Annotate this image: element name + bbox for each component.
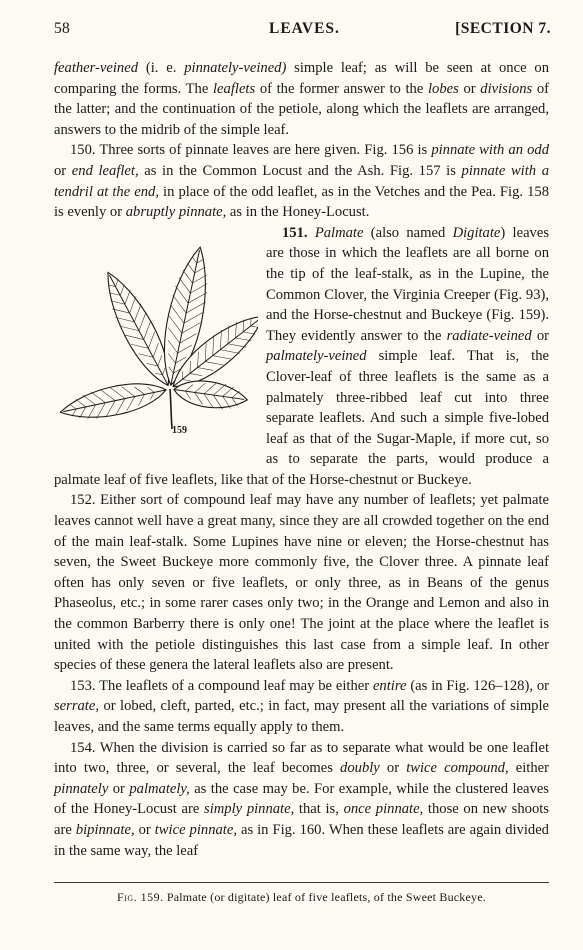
- text-run: or: [108, 780, 130, 797]
- term-italic: bipinnate,: [75, 821, 135, 838]
- text-run: as in Fig. 160. When these leaflets are again divided in the same way, the leaf: [54, 821, 549, 859]
- text-run: or lobed, cleft, parted, etc.; in fact, may present all the variations of simple leaves, and the same terms equally apply to them.: [54, 698, 549, 735]
- text-run: or: [458, 80, 481, 97]
- paragraph-153: [54, 676, 549, 738]
- paragraph-continued: [54, 58, 549, 140]
- text-run: (i. e.: [138, 60, 185, 76]
- text-run: or: [134, 821, 155, 838]
- text-run: The leaflets of a compound leaf may be either: [95, 677, 373, 694]
- term-italic: Digitate: [452, 224, 501, 241]
- term-italic: entire: [372, 677, 407, 694]
- running-header: [54, 20, 551, 42]
- term-italic: palmately-veined: [266, 348, 367, 365]
- footnote-rule: [54, 882, 549, 883]
- term-italic: end leaflet,: [71, 162, 139, 179]
- term-italic: abruptly pinnate,: [125, 204, 227, 221]
- term-italic: pinnate with a tendril at the end,: [54, 162, 550, 200]
- paragraph-152: [54, 490, 549, 675]
- text-run: of the latter; and the continuation of the petiole, along which the leaflets are arranged, answers to the midrib of the simple leaf.: [54, 80, 549, 138]
- leaflet: [57, 376, 169, 426]
- text-run: or: [531, 327, 549, 344]
- caption-figure-number: Fig. 159.: [117, 890, 164, 904]
- text-run: simple leaf; as will be seen at once on comparing the forms. The: [54, 60, 549, 97]
- text-run: of the former answer to the: [255, 80, 428, 97]
- text-run: (also named: [363, 224, 453, 241]
- paragraph-150: [54, 140, 549, 222]
- leaf-illustration: [52, 225, 258, 451]
- term-italic: once pinnate,: [343, 801, 424, 818]
- text-run: that is,: [294, 801, 344, 818]
- term-italic: divisions: [480, 80, 533, 97]
- term-italic: serrate,: [54, 698, 99, 715]
- term-italic: simply pinnate,: [204, 801, 295, 818]
- running-head: LEAVES.: [269, 20, 340, 37]
- figure-caption: [54, 890, 549, 905]
- paragraph-number: 154.: [70, 739, 96, 756]
- page-number: 58: [54, 20, 71, 37]
- term-italic: pinnately: [54, 780, 109, 797]
- term-italic: pinnate with an odd: [431, 142, 549, 159]
- body-text: [54, 58, 549, 861]
- text-run: or: [54, 162, 72, 179]
- text-run: When the division is carried so far as to separate what would be one leaflet into two, three, or several, the leaf becomes: [54, 739, 549, 777]
- text-run: those on new shoots are: [54, 801, 549, 838]
- paragraph-number: 153.: [70, 677, 96, 694]
- term-italic: pinnately-veined): [184, 60, 287, 76]
- text-run: Either sort of compound leaf may have any number of leaflets; yet palmate leaves cannot well have a great many, since they are all crowded together on the end of the main leaf-stalk. Some Lupines have nine or eleven; the Horse-chestnut has seven, the Sweet Buckeye more commonly five, the Clover three. A pinnate leaf often has only seven or five leaflets, or only three, as in Beans of the genus Phaseolus, etc.; in some rarer cases only two; in the Orange and Lemon and also in the common Barberry there is only one! The joint at the place where the leaflet is united with the petiole distinguishes this last case from a simple leaf. In other species of these genera the lateral leaflets also are present.: [54, 492, 549, 674]
- text-run: either: [508, 760, 549, 777]
- paragraph-number: 150.: [70, 142, 96, 159]
- term-italic: palmately,: [129, 780, 190, 797]
- term-italic: twice pinnate,: [154, 821, 237, 838]
- text-run: Three sorts of pinnate leaves are here given. Fig. 156 is: [95, 142, 432, 159]
- text-run: simple leaf. That is, the Clover-leaf of three leaflets is the same as a palmately three-ribbed leaf cut into three separate leaflets. And such a simple five-lobed leaf as that of the Sugar-Maple, if more cut, so as to separate the parts, would produce a palmate leaf of five leaflets, like that of the Horse-chestnut or Buckeye.: [54, 348, 549, 488]
- text-run: (as in Fig. 126–128), or: [406, 677, 549, 694]
- paragraph-154: [54, 738, 549, 862]
- paragraph-number: 151.: [282, 224, 308, 241]
- text-run: in place of the odd leaflet, as in the Vetches and the Pea. Fig. 158 is evenly or: [54, 183, 549, 221]
- term-italic: leaflets: [213, 80, 256, 97]
- text-run: or: [379, 760, 407, 777]
- paragraph-number: 152.: [70, 492, 96, 509]
- figure-number-label: 159: [172, 424, 187, 436]
- caption-text: Palmate (or digitate) leaf of five leaflets, of the Sweet Buckeye.: [163, 890, 486, 904]
- term-italic: radiate-veined: [446, 327, 532, 344]
- text-run: as in the Honey-Locust.: [226, 204, 370, 221]
- paragraph-151: [54, 223, 549, 491]
- term-italic: doubly: [340, 760, 380, 777]
- text-run: as the case may be. For example, while the clustered leaves of the Honey-Locust are: [54, 780, 549, 818]
- text-run: as in the Common Locust and the Ash. Fig. 157 is: [138, 162, 462, 179]
- term-italic: feather-veined: [54, 60, 138, 76]
- term-italic: twice compound,: [406, 760, 509, 777]
- text-run: ) leaves are those in which the leaflets are all borne on the tip of the leaf-stalk, as in the Lupine, the Common Clover, the Virginia Creeper (Fig. 93), and the Horse-chestnut and Buckeye (Fig. 159). They evidently answer to the: [266, 224, 549, 344]
- text-run: [308, 225, 315, 241]
- section-label: [SECTION 7.: [455, 20, 551, 37]
- term-italic: Palmate: [314, 224, 364, 241]
- term-italic: lobes: [427, 80, 459, 97]
- palmate-leaf-figure: [52, 225, 258, 451]
